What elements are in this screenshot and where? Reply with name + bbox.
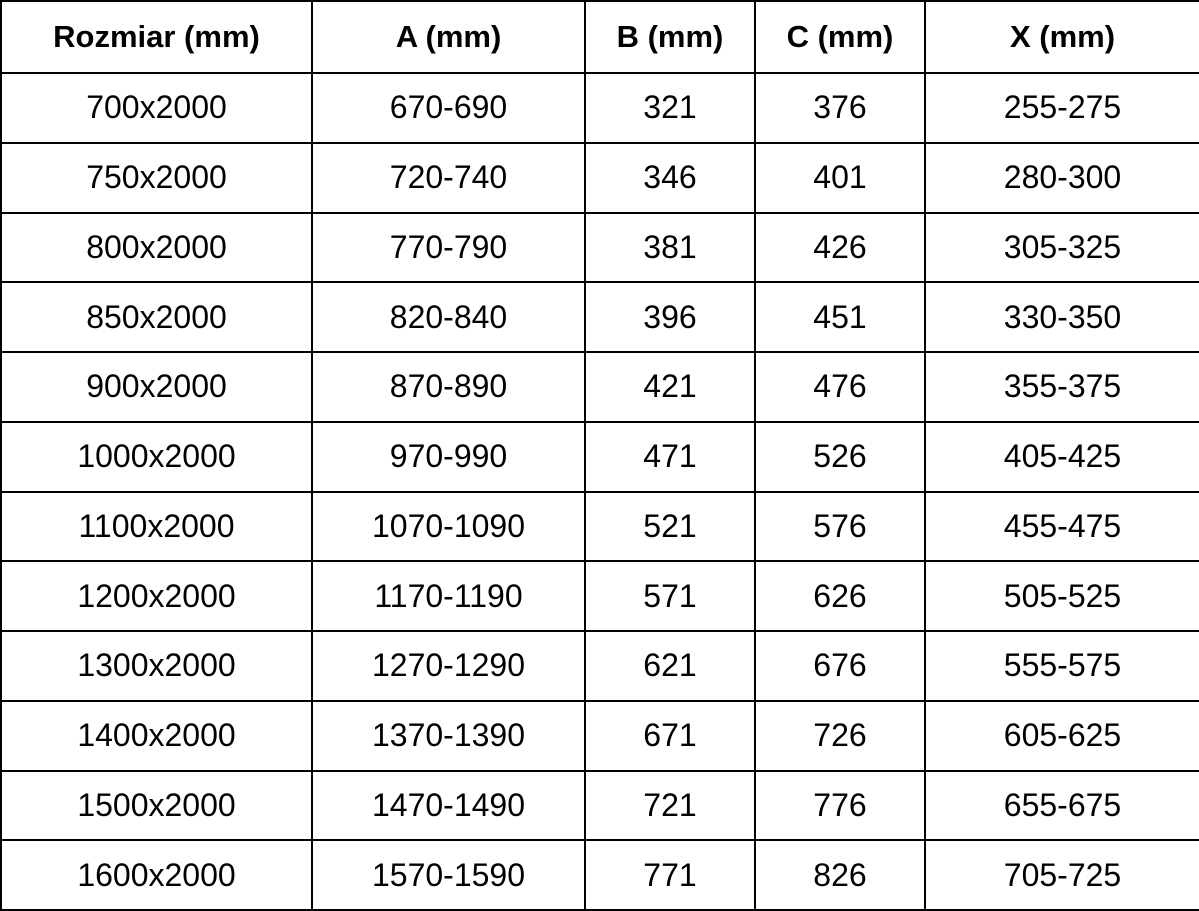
- cell-c: 726: [755, 701, 925, 771]
- header-row: [1, 1, 1199, 73]
- cell-a: 1070-1090: [312, 492, 585, 562]
- cell-rozmiar: 1100x2000: [1, 492, 312, 562]
- cell-c: 576: [755, 492, 925, 562]
- cell-b: 321: [585, 73, 755, 143]
- cell-b: 346: [585, 143, 755, 213]
- cell-rozmiar: 750x2000: [1, 143, 312, 213]
- cell-b: 621: [585, 631, 755, 701]
- cell-rozmiar: 1600x2000: [1, 840, 312, 910]
- cell-b: 421: [585, 352, 755, 422]
- cell-x: 655-675: [925, 771, 1199, 841]
- cell-x: 280-300: [925, 143, 1199, 213]
- table-header: [1, 1, 1199, 73]
- column-header-b: B (mm): [585, 1, 755, 73]
- column-header-x: X (mm): [925, 1, 1199, 73]
- cell-rozmiar: 850x2000: [1, 282, 312, 352]
- cell-a: 1170-1190: [312, 561, 585, 631]
- column-header-a: A (mm): [312, 1, 585, 73]
- table-row: [1, 561, 1199, 631]
- table-body: [1, 73, 1199, 910]
- table-row: [1, 422, 1199, 492]
- table-row: [1, 631, 1199, 701]
- cell-rozmiar: 1400x2000: [1, 701, 312, 771]
- cell-rozmiar: 700x2000: [1, 73, 312, 143]
- table-row: [1, 282, 1199, 352]
- cell-rozmiar: 800x2000: [1, 213, 312, 283]
- column-header-c: C (mm): [755, 1, 925, 73]
- cell-rozmiar: 1000x2000: [1, 422, 312, 492]
- cell-c: 476: [755, 352, 925, 422]
- cell-x: 555-575: [925, 631, 1199, 701]
- cell-c: 401: [755, 143, 925, 213]
- cell-x: 305-325: [925, 213, 1199, 283]
- table-row: [1, 840, 1199, 910]
- cell-a: 820-840: [312, 282, 585, 352]
- cell-rozmiar: 1300x2000: [1, 631, 312, 701]
- cell-b: 571: [585, 561, 755, 631]
- table-row: [1, 492, 1199, 562]
- cell-x: 255-275: [925, 73, 1199, 143]
- cell-b: 771: [585, 840, 755, 910]
- table-row: [1, 771, 1199, 841]
- cell-a: 670-690: [312, 73, 585, 143]
- cell-a: 1370-1390: [312, 701, 585, 771]
- cell-x: 405-425: [925, 422, 1199, 492]
- cell-x: 705-725: [925, 840, 1199, 910]
- cell-rozmiar: 1500x2000: [1, 771, 312, 841]
- cell-c: 426: [755, 213, 925, 283]
- cell-a: 1570-1590: [312, 840, 585, 910]
- cell-rozmiar: 1200x2000: [1, 561, 312, 631]
- table-row: [1, 73, 1199, 143]
- cell-c: 826: [755, 840, 925, 910]
- cell-c: 776: [755, 771, 925, 841]
- cell-c: 626: [755, 561, 925, 631]
- table-row: [1, 143, 1199, 213]
- table-row: [1, 352, 1199, 422]
- cell-a: 770-790: [312, 213, 585, 283]
- cell-x: 505-525: [925, 561, 1199, 631]
- cell-a: 1270-1290: [312, 631, 585, 701]
- cell-a: 720-740: [312, 143, 585, 213]
- cell-a: 1470-1490: [312, 771, 585, 841]
- cell-x: 605-625: [925, 701, 1199, 771]
- cell-x: 455-475: [925, 492, 1199, 562]
- cell-c: 451: [755, 282, 925, 352]
- cell-b: 521: [585, 492, 755, 562]
- cell-c: 376: [755, 73, 925, 143]
- table-row: [1, 213, 1199, 283]
- cell-c: 676: [755, 631, 925, 701]
- cell-c: 526: [755, 422, 925, 492]
- column-header-rozmiar: Rozmiar (mm): [1, 1, 312, 73]
- cell-b: 671: [585, 701, 755, 771]
- table-row: [1, 701, 1199, 771]
- cell-b: 721: [585, 771, 755, 841]
- cell-x: 330-350: [925, 282, 1199, 352]
- cell-b: 471: [585, 422, 755, 492]
- cell-rozmiar: 900x2000: [1, 352, 312, 422]
- cell-x: 355-375: [925, 352, 1199, 422]
- cell-a: 970-990: [312, 422, 585, 492]
- cell-a: 870-890: [312, 352, 585, 422]
- cell-b: 396: [585, 282, 755, 352]
- cell-b: 381: [585, 213, 755, 283]
